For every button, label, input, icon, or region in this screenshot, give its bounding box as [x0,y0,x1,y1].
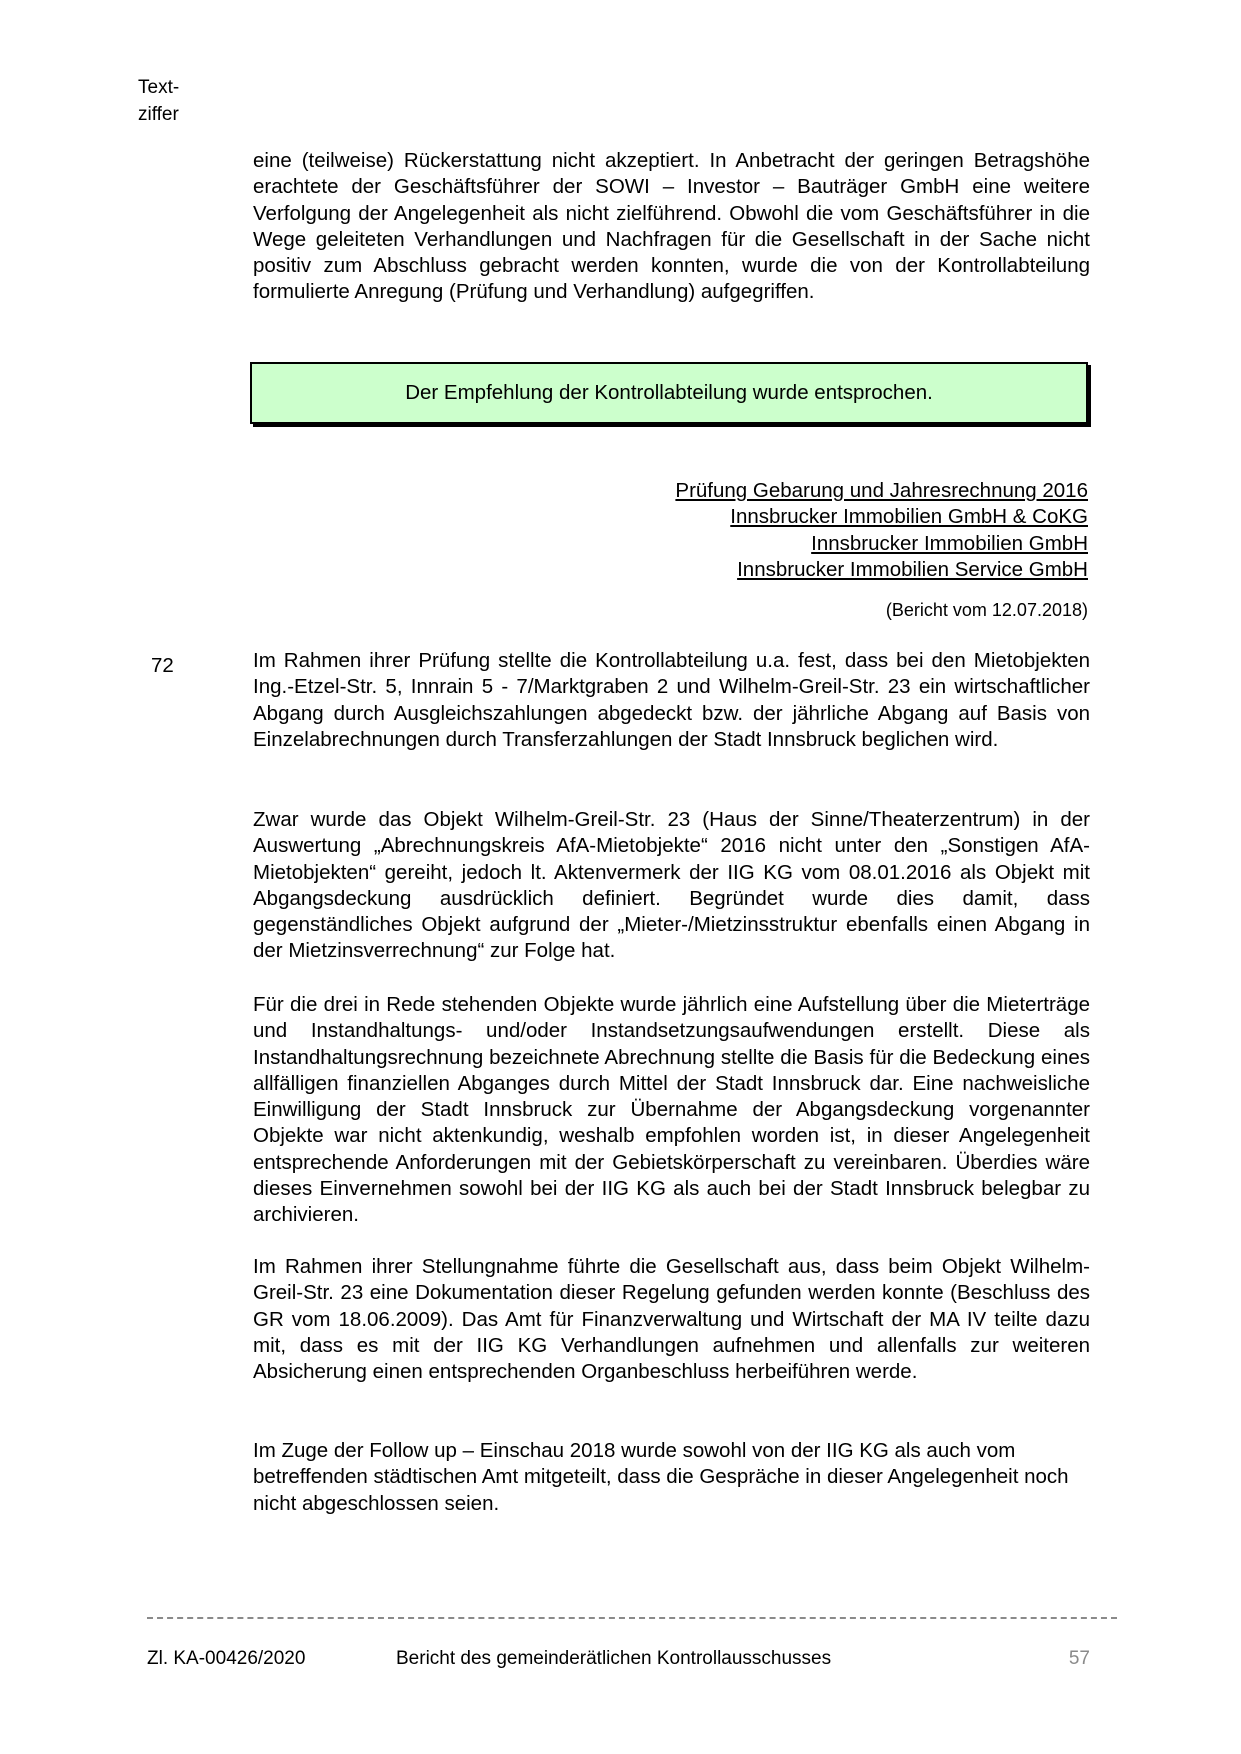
report-reference-line-4: Innsbrucker Immobilien Service GmbH [737,557,1088,581]
text-number-72: 72 [151,654,174,677]
footer-divider [147,1617,1117,1619]
footer-reference: Zl. KA-00426/2020 [147,1648,306,1669]
section-paragraph-2: Zwar wurde das Objekt Wilhelm-Greil-Str. 23 (Haus der Sinne/Theaterzentrum) in der Auswertung „Abrechnungskreis AfA-Mietobjekte“ 2016 nicht unter den „Sonstigen AfA-Mietobjekten“ gereiht, jedoch lt. Aktenvermerk der IIG KG vom 08.01.2016 als Objekt mit Abgangsdeckung ausdrücklich definiert. Begründet wurde dies damit, dass gegenständliches Objekt aufgrund der „Mieter-/Mietzinsstruktur ebenfalls einen Abgang in der Mietzinsverrechnung“ zur Folge hat. [253,808,1090,963]
section-paragraph-1: Im Rahmen ihrer Prüfung stellte die Kontrollabteilung u.a. fest, dass bei den Mietobjekten Ing.-Etzel-Str. 5, Innrain 5 - 7/Marktgraben 2 und Wilhelm-Greil-Str. 23 ein wirtschaftlicher Abgang durch Ausgleichszahlungen abgedeckt bzw. der jährliche Abgang auf Basis von Einzelabrechnungen durch Transferzahlungen der Stadt Innsbruck beglichen wird. [253,649,1090,751]
section-paragraph-5: Im Zuge der Follow up – Einschau 2018 wurde sowohl von der IIG KG als auch vom betreffenden städtischen Amt mitgeteilt, dass die Gespräche in dieser Angelegenheit noch nicht abgeschlossen seien. [253,1439,1069,1515]
report-reference-line-3: Innsbrucker Immobilien GmbH [811,531,1088,555]
report-reference [675,478,1088,583]
report-reference-line-2: Innsbrucker Immobilien GmbH & CoKG [730,505,1088,529]
page-number: 57 [1068,1648,1090,1669]
margin-label-line-1: Text- [138,77,180,98]
recommendation-text: Der Empfehlung der Kontrollabteilung wurde entsprochen. [405,381,933,404]
margin-label-line-2: ziffer [138,104,179,125]
section-paragraph-3: Für die drei in Rede stehenden Objekte wurde jährlich eine Aufstellung über die Mieterträge und Instandhaltungs- und/oder Instandsetzungsaufwendungen erstellt. Diese als Instandhaltungsrechnung bezeichnete Abrechnung stellte die Basis für die Bedeckung eines allfälligen finanziellen Abganges durch Mittel der Stadt Innsbruck dar. Eine nachweisliche Einwilligung der Stadt Innsbruck zur Übernahme der Abgangsdeckung vorgenannter Objekte war nicht aktenkundig, weshalb empfohlen worden ist, in dieser Angelegenheit entsprechende Anforderungen mit der Gebietskörperschaft zu vereinbaren. Überdies wäre dieses Einvernehmen sowohl bei der IIG KG als auch bei der Stadt Innsbruck belegbar zu archivieren. [253,993,1090,1227]
intro-paragraph: eine (teilweise) Rückerstattung nicht akzeptiert. In Anbetracht der geringen Betragshöhe erachtete der Geschäftsführer der SOWI – Investor – Bauträger GmbH eine weitere Verfolgung der Angelegenheit als nicht zielführend. Obwohl die vom Geschäftsführer in die Wege geleiteten Verhandlungen und Nachfragen für die Gesellschaft in der Sache nicht positiv zum Abschluss gebracht werden konnten, wurde die von der Kontrollabteilung formulierte Anregung (Prüfung und Verhandlung) aufgegriffen. [253,149,1090,304]
margin-label-textziffer [138,74,179,128]
report-reference-line-1: Prüfung Gebarung und Jahresrechnung 2016 [675,479,1088,502]
footer-title: Bericht des gemeinderätlichen Kontrollausschusses [396,1648,832,1669]
recommendation-box [250,362,1088,424]
section-paragraph-4: Im Rahmen ihrer Stellungnahme führte die Gesellschaft aus, dass beim Objekt Wilhelm-Greil-Str. 23 eine Dokumentation dieser Regelung gefunden werden konnte (Beschluss des GR vom 18.06.2009). Das Amt für Finanzverwaltung und Wirtschaft der MA IV teilte dazu mit, dass es mit der IIG KG Verhandlungen aufnehmen und allenfalls zur weiteren Absicherung einen entsprechenden Organbeschluss herbeiführen werde. [253,1255,1090,1384]
report-date: (Bericht vom 12.07.2018) [885,600,1088,620]
